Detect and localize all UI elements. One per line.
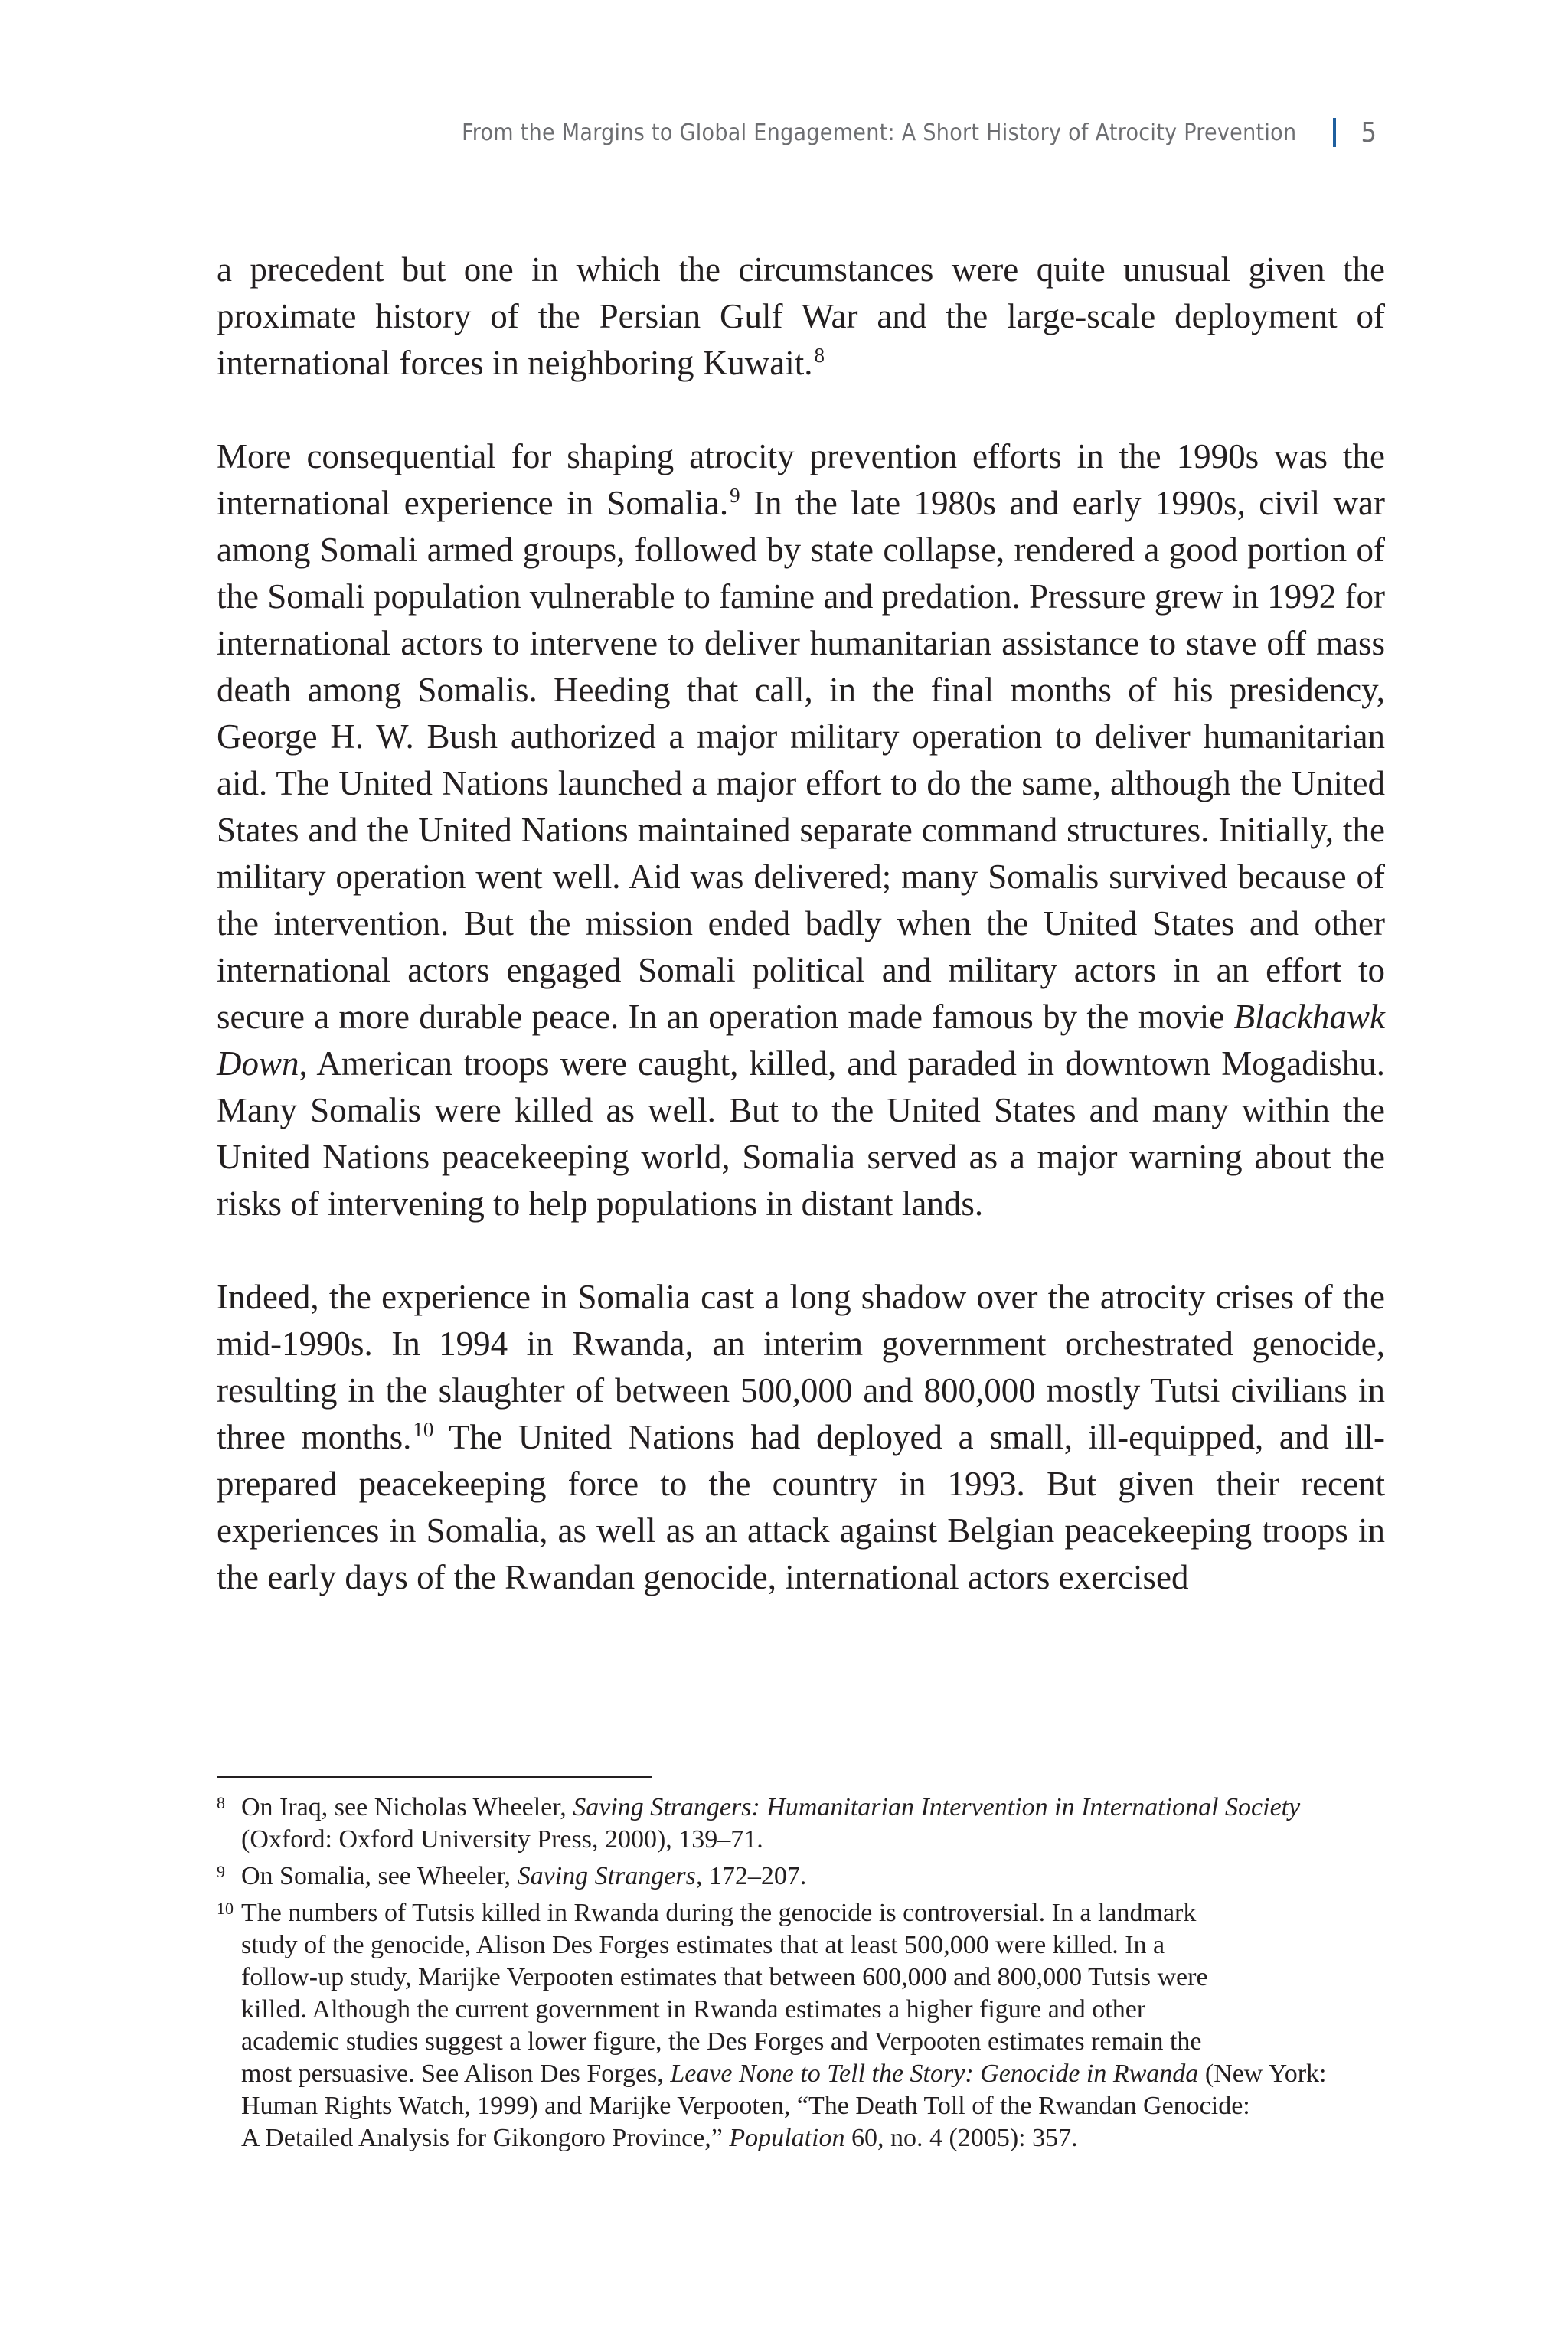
movie-title: Blackhawk Down — [217, 998, 1385, 1083]
footnote-10 — [217, 1897, 1385, 2154]
footnote-number: 8 — [217, 1793, 225, 1812]
footnote-divider — [217, 1776, 652, 1778]
footnote-line: killed. Although the current government in Rwanda estimates a higher figure and other — [241, 1995, 1146, 2024]
body-paragraph — [217, 1274, 1385, 1601]
footnote-line: (Oxford: Oxford University Press, 2000), 139–71. — [241, 1825, 763, 1854]
footnote-reference: 9 — [730, 484, 740, 507]
footnote-line: most persuasive. See Alison Des Forges, Leave None to Tell the Story: Genocide in Rwanda (New York: — [241, 2060, 1327, 2088]
book-title: Saving Strangers: Humanitarian Intervention in International Society — [573, 1793, 1301, 1821]
footnote-line: On Somalia, see Wheeler, Saving Strangers, 172–207. — [241, 1862, 807, 1890]
body-text — [217, 247, 1385, 1601]
footnote-line: study of the genocide, Alison Des Forges estimates that at least 500,000 were killed. In a — [241, 1931, 1165, 1959]
running-header — [462, 113, 1377, 152]
footnote-line: The numbers of Tutsis killed in Rwanda during the genocide is controversial. In a landmark — [241, 1899, 1197, 1927]
footnote-number: 9 — [217, 1862, 225, 1881]
footnote-number: 10 — [217, 1899, 234, 1918]
paragraph-text: a precedent but one in which the circumstances were quite unusual given the proximate history of the Persian Gulf War and the large-scale deployment of international forces in neighboring Kuwait. — [217, 250, 1385, 382]
book-title: Saving Strangers, — [517, 1862, 703, 1890]
footnote-reference: 10 — [413, 1418, 434, 1441]
body-paragraph — [217, 433, 1385, 1227]
footnote-line: academic studies suggest a lower figure, the Des Forges and Verpooten estimates remain the — [241, 2027, 1202, 2056]
body-paragraph — [217, 247, 1385, 387]
paragraph-text: Indeed, the experience in Somalia cast a long shadow over the atrocity crises of the mid-1990s. In 1994 in Rwanda, an interim government orchestrated genocide, resulting in the slaughter of between 500,000 and 800,000 mostly Tutsi civilians in three months. — [217, 1278, 1385, 1456]
book-title: Leave None to Tell the Story: Genocide in Rwanda — [670, 2060, 1199, 2088]
paragraph-text: , American troops were caught, killed, and paraded in downtown Mogadishu. Many Somalis were killed as well. But to the United States and many within the United Nations peacekeeping world, Somalia served as a major warning about the risks of intervening to help populations in distant lands. — [217, 1044, 1385, 1223]
footnote-reference: 8 — [814, 344, 825, 367]
footnote-line: follow-up study, Marijke Verpooten estimates that between 600,000 and 800,000 Tutsis were — [241, 1963, 1208, 1991]
paragraph-text: The United Nations had deployed a small, ill-equipped, and ill-prepared peacekeeping force to the country in 1993. But given their recent experiences in Somalia, as well as an attack against Belgian peacekeeping troops in the early days of the Rwandan genocide, international actors exercised — [217, 1418, 1385, 1596]
paragraph-text: More consequential for shaping atrocity prevention efforts in the 1990s was the international experience in Somalia. — [217, 437, 1385, 522]
journal-title: Population — [729, 2124, 845, 2152]
paragraph-text: In the late 1980s and early 1990s, civil war among Somali armed groups, followed by state collapse, rendered a good portion of the Somali population vulnerable to famine and predation. Pressure grew in 1992 for international actors to intervene to deliver humanitarian assistance to stave off mass death among Somalis. Heeding that call, in the final months of his presidency, George H. W. Bush authorized a major military operation to deliver humanitarian aid. The United Nations launched a major effort to do the same, although the United States and the United Nations maintained separate command structures. Initially, the military operation went well. Aid was delivered; many Somalis survived because of the intervention. But the mission ended badly when the United States and other international actors engaged Somali political and military actors in an effort to secure a more durable peace. In an operation made famous by the movie — [217, 484, 1385, 1036]
footnote-line: On Iraq, see Nicholas Wheeler, Saving Strangers: Humanitarian Intervention in International Society — [241, 1793, 1301, 1821]
footnote-9 — [217, 1860, 1385, 1893]
footnote-line: Human Rights Watch, 1999) and Marijke Verpooten, “The Death Toll of the Rwandan Genocide: — [241, 2092, 1250, 2120]
header-divider — [1333, 118, 1336, 147]
running-title: From the Margins to Global Engagement: A Short History of Atrocity Prevention — [462, 119, 1297, 146]
footnotes — [217, 1792, 1385, 2159]
footnote-line: A Detailed Analysis for Gikongoro Province,” Population 60, no. 4 (2005): 357. — [241, 2124, 1078, 2152]
page-number: 5 — [1361, 116, 1377, 149]
footnote-8 — [217, 1792, 1385, 1856]
